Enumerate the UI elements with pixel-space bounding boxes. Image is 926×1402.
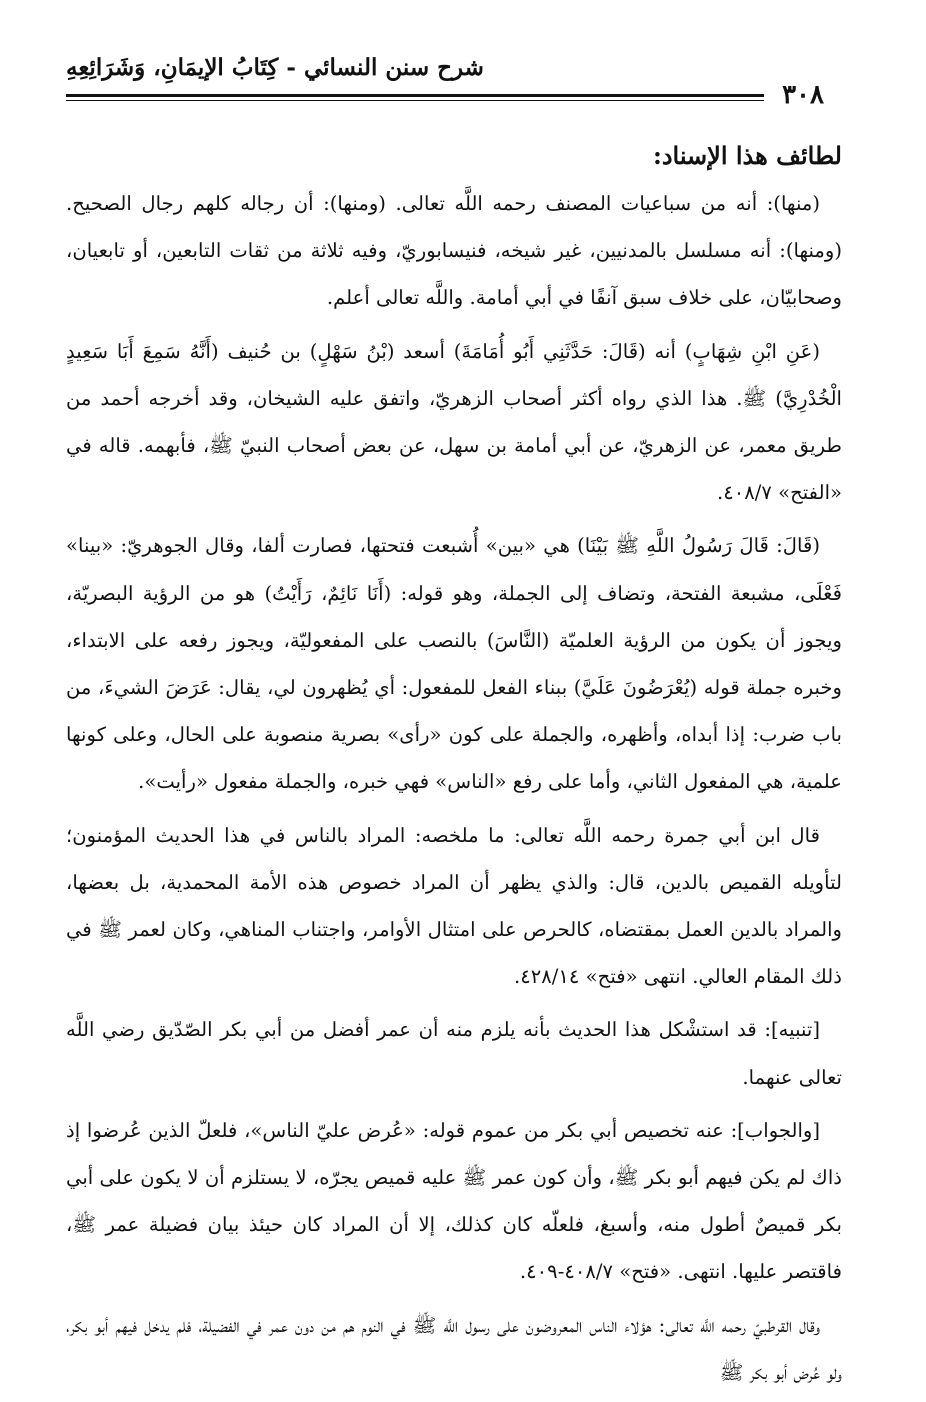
paragraph: (عَنِ ابْنِ شِهَابٍ) أنه (قَالَ: حَدَّثَنِي أَبُو أُمَامَةَ) أسعد (بْنُ سَهْلٍ) بن حُنيف (أَنَّهُ سَمِعَ أَبَا سَعِيدٍ الْخُدْرِيَّ) ﷺ. هذا الذي رواه أكثر أصحاب الزهريّ، واتفق عليه الشيخان، وقد أخرجه أحمد من طريق معمر، عن الزهريّ، عن أبي أمامة بن سهل، عن بعض أصحاب النبيّ ﷺ، فأبهمه. قاله في «الفتح» ٤٠٨/٧. (66, 339, 842, 505)
body-text (66, 180, 842, 1396)
paragraph: وقال القرطبيّ رحمه اللَّه تعالى: هؤلاء الناس المعروضون على رسول اللَّه ﷺ في النوم هم من دون عمر في الفضيلة، فلم يدخل فيهم أبو بكر، ولو عُرض أبو بكر ﷺ (66, 1313, 842, 1384)
header-rule-thin (66, 100, 764, 101)
paragraph: [والجواب]: عنه تخصيص أبي بكر من عموم قوله: «عُرض عليّ الناس»، فلعلّ الذين عُرضوا إذ ذاك لم يكن فيهم أبو بكر ﷺ، وأن كون عمر ﷺ عليه قميص يجرّه، لا يستلزم أن لا يكون على أبي بكر قميصٌ أطول منه، وأسبغ، فلعلّه كان كذلك، إلا أن المراد كان حيئذ بيان فضيلة عمر ﷺ، فاقتصر عليها. انتهى. «فتح» ٤٠٨/٧-٤٠٩. (66, 1118, 842, 1284)
paragraph: (قَالَ: قَالَ رَسُولُ اللَّهِ ﷺ بَيْنَا) هي «بين» أُشبعت فتحتها، فصارت ألفا، وقال الجوهريّ: «بينا» فَعْلَى، مشبعة الفتحة، وتضاف إلى الجملة، وهو قوله: (أَنَا نَائِمٌ، رَأَيْتُ) هو من الرؤية البصريّة، ويجوز أن يكون من الرؤية العلميّة (النَّاسَ) بالنصب على المفعوليّة، ويجوز رفعه على الابتداء، وخبره جملة قوله (يُعْرَضُونَ عَلَيَّ) ببناء الفعل للمفعول: أي يُظهرون لي، يقال: عَرَضَ الشيءَ، من باب ضرب: إذا أبداه، وأظهره، والجملة على كون «رأى» بصرية منصوبة على الحال، وعلى كونها علمية، هي المفعول الثاني، وأما على رفع «الناس» فهي خبره، والجملة مفعول «رأيت». (66, 534, 842, 794)
paragraph: (منها): أنه من سباعيات المصنف رحمه اللَّه تعالى. (ومنها): أن رجاله كلهم رجال الصحيح. (ومنها): أنه مسلسل بالمدنيين، غير شيخه، فنيسابوريّ، وفيه ثلاثة من ثقات التابعين، أو تابعيان، وصحابيّان، على خلاف سبق آنفًا في أبي أمامة. واللَّه تعالى أعلم. (66, 192, 842, 310)
page-header (66, 50, 842, 110)
paragraph: [تنبيه]: قد استشْكل هذا الحديث بأنه يلزم منه أن عمر أفضل من أبي بكر الصّدّيق رضي اللَّه تعالى عنهما. (66, 1018, 842, 1089)
header-rule-thick (66, 94, 764, 97)
page-number: ٣٠٨ (782, 80, 824, 110)
section-heading: لطائف هذا الإسناد: (652, 141, 842, 170)
running-title: شرح سنن النسائي - كِتَابُ الإيمَانِ، وَشَرَائِعِهِ (66, 54, 484, 81)
book-page (66, 50, 842, 1402)
paragraph: قال ابن أبي جمرة رحمه اللَّه تعالى: ما ملخصه: المراد بالناس في هذا الحديث المؤمنون؛ لتأويله القميص بالدين، قال: والذي يظهر أن المراد خصوص هذه الأمة المحمدية، بل بعضها، والمراد بالدين العمل بمقتضاه، كالحرص على امتثال الأوامر، واجتناب المناهي، وكان لعمر ﷺ في ذلك المقام العالي. انتهى «فتح» ٤٢٨/١٤. (66, 823, 842, 989)
